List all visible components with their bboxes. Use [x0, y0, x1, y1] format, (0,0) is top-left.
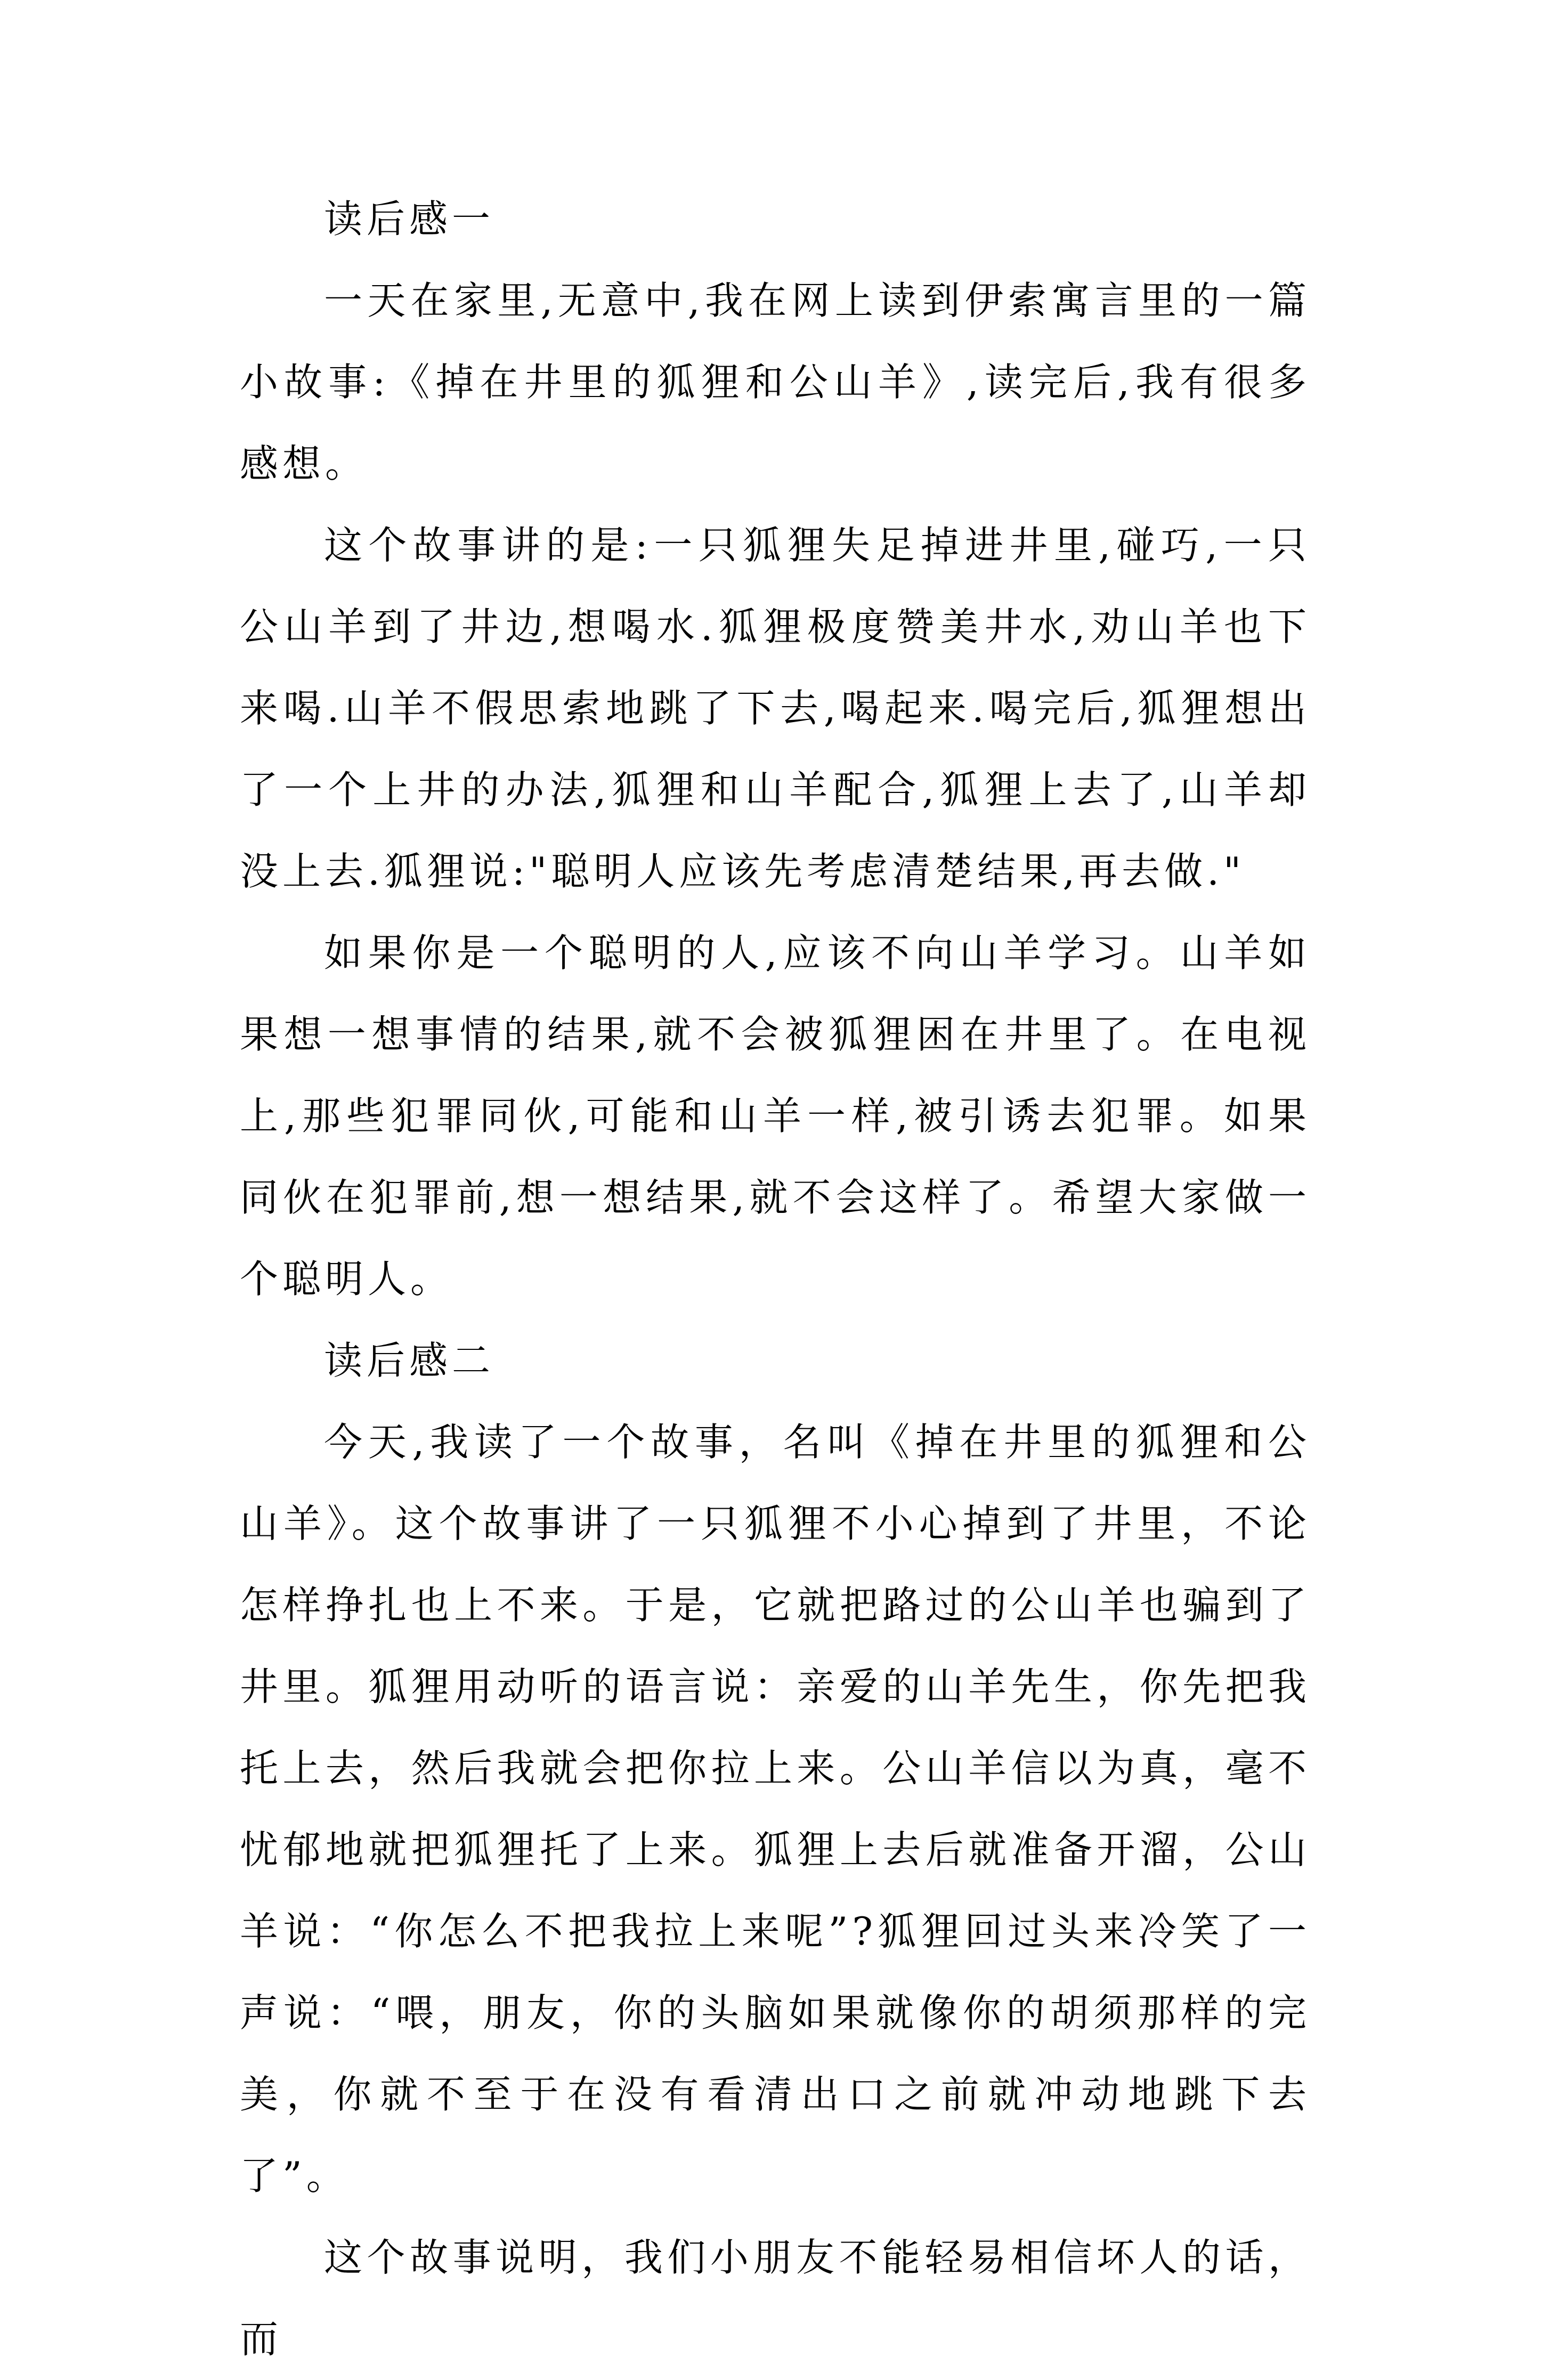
- paragraph: 这个故事说明，我们小朋友不能轻易相信坏人的话，而: [240, 2235, 1311, 2361]
- paragraph: 如果你是一个聪明的人,应该不向山羊学习。山羊如果想一想事情的结果,就不会被狐狸困在井里了。在电视上,那些犯罪同伙,可能和山羊一样,被引诱去犯罪。如果同伙在犯罪前,想一想结果,就不会这样了。希望大家做一个聪明人。: [240, 930, 1311, 1301]
- document-body: [240, 179, 1311, 2380]
- section-heading-1: 读后感一: [324, 197, 495, 241]
- section-heading-2: 读后感二: [324, 1338, 495, 1383]
- paragraph: 这个故事讲的是:一只狐狸失足掉进井里,碰巧,一只公山羊到了井边,想喝水.狐狸极度赞美井水,劝山羊也下来喝.山羊不假思索地跳了下去,喝起来.喝完后,狐狸想出了一个上井的办法,狐狸和山羊配合,狐狸上去了,山羊却没上去.狐狸说:"聪明人应该先考虑清楚结果,再去做.": [240, 523, 1311, 894]
- paragraph: 今天,我读了一个故事，名叫《掉在井里的狐狸和公山羊》。这个故事讲了一只狐狸不小心掉到了井里，不论怎样挣扎也上不来。于是，它就把路过的公山羊也骗到了井里。狐狸用动听的语言说：亲爱的山羊先生，你先把我托上去，然后我就会把你拉上来。公山羊信以为真，毫不忧郁地就把狐狸托了上来。狐狸上去后就准备开溜，公山羊说：“你怎么不把我拉上来呢”?狐狸回过头来冷笑了一声说：“喂，朋友，你的头脑如果就像你的胡须那样的完美，你就不至于在没有看清出口之前就冲动地跳下去了”。: [240, 1420, 1311, 2198]
- paragraph: 一天在家里,无意中,我在网上读到伊索寓言里的一篇小故事:《掉在井里的狐狸和公山羊》,读完后,我有很多感想。: [240, 278, 1311, 486]
